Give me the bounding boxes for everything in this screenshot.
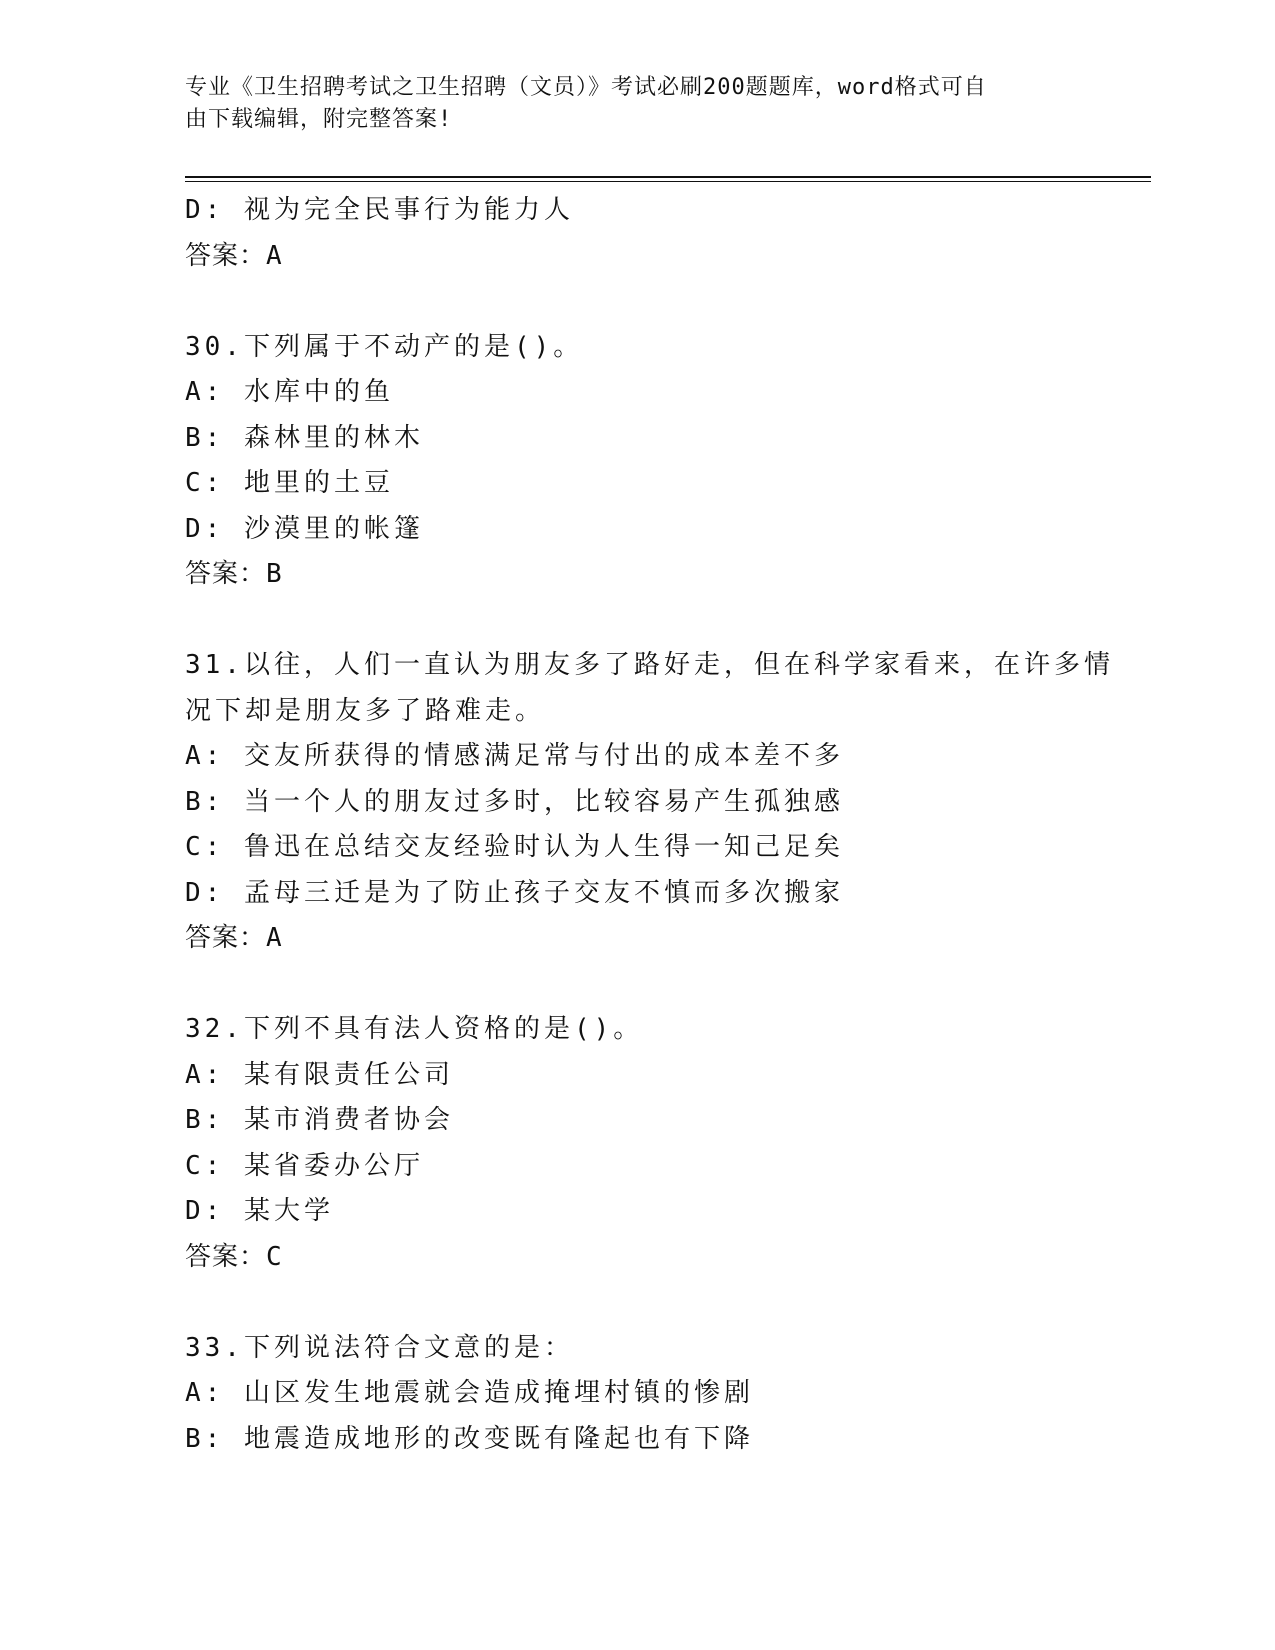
option-c: C: 地里的土豆 bbox=[185, 468, 394, 498]
spacer bbox=[185, 598, 1115, 644]
question-stem: 30.下列属于不动产的是()。 bbox=[185, 331, 584, 362]
option-a: A: 某有限责任公司 bbox=[185, 1059, 454, 1090]
option-d: D: 某大学 bbox=[185, 1196, 334, 1226]
option-a: A: 山区发生地震就会造成掩埋村镇的惨剧 bbox=[185, 1378, 754, 1408]
option-a: A: 水库中的鱼 bbox=[185, 377, 394, 407]
question-32 bbox=[185, 1007, 1115, 1280]
header-divider-thin bbox=[185, 181, 1151, 182]
question-stem: 32.下列不具有法人资格的是()。 bbox=[185, 1014, 644, 1044]
header-title-line-1: 专业《卫生招聘考试之卫生招聘（文员）》考试必刷200题题库，word格式可自 bbox=[185, 75, 987, 100]
option-d: D: 视为完全民事行为能力人 bbox=[185, 195, 574, 225]
question-29 bbox=[185, 188, 1115, 279]
option-b: B: 某市消费者协会 bbox=[185, 1105, 454, 1135]
option-a: A: 交友所获得的情感满足常与付出的成本差不多 bbox=[185, 741, 844, 771]
question-31 bbox=[185, 643, 1115, 962]
question-stem: 33.下列说法符合文意的是： bbox=[185, 1332, 574, 1363]
spacer bbox=[185, 1280, 1115, 1326]
option-b: B: 地震造成地形的改变既有隆起也有下降 bbox=[185, 1423, 754, 1454]
spacer bbox=[185, 962, 1115, 1008]
header-divider-thick bbox=[185, 176, 1151, 178]
option-d: D: 沙漠里的帐篷 bbox=[185, 513, 424, 544]
question-list bbox=[185, 188, 1115, 1462]
spacer bbox=[185, 279, 1115, 325]
question-stem-line-2: 况下却是朋友多了路难走。 bbox=[185, 695, 546, 726]
answer: 答案：A bbox=[185, 240, 283, 271]
answer: 答案：B bbox=[185, 559, 283, 589]
question-30 bbox=[185, 325, 1115, 598]
option-c: C: 某省委办公厅 bbox=[185, 1150, 424, 1181]
answer: 答案：C bbox=[185, 1241, 283, 1272]
question-stem-line-1: 31.以往，人们一直认为朋友多了路好走，但在科学家看来，在许多情 bbox=[185, 650, 1114, 680]
option-b: B: 当一个人的朋友过多时，比较容易产生孤独感 bbox=[185, 786, 844, 817]
question-33 bbox=[185, 1326, 1115, 1463]
option-d: D: 孟母三迁是为了防止孩子交友不慎而多次搬家 bbox=[185, 877, 844, 908]
answer: 答案：A bbox=[185, 923, 283, 953]
option-b: B: 森林里的林木 bbox=[185, 422, 424, 453]
option-c: C: 鲁迅在总结交友经验时认为人生得一知己足矣 bbox=[185, 832, 844, 862]
document-header bbox=[185, 72, 1065, 136]
header-title-line-2: 由下载编辑，附完整答案! bbox=[185, 107, 453, 132]
